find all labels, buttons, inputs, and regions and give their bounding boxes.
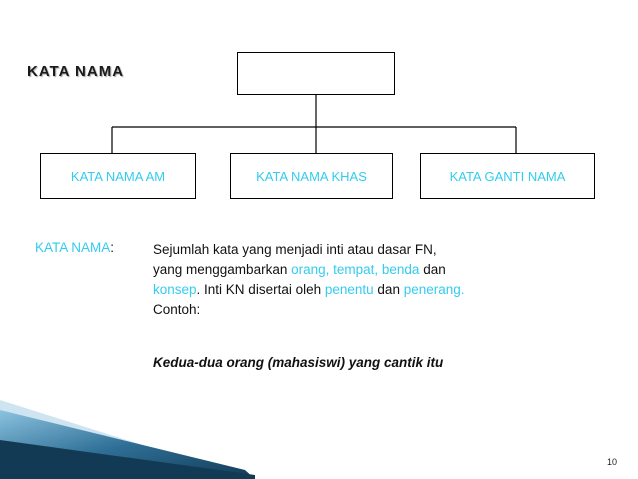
definition-text: dan — [373, 282, 404, 297]
definition-text: yang menggambarkan — [153, 262, 292, 277]
tree-node-label: KATA GANTI NAMA — [449, 168, 566, 184]
definition-colon: : — [110, 240, 115, 255]
definition-highlight: penentu — [324, 282, 374, 297]
slide-title: KATA NAMA — [27, 63, 125, 80]
definition-highlight: konsep — [153, 282, 197, 297]
definition-highlight: penerang. — [403, 282, 465, 297]
definition-text: . Inti KN disertai oleh — [196, 282, 325, 297]
definition-line-4: Contoh: — [153, 302, 201, 317]
definition-highlight: orang, tempat, benda — [291, 262, 420, 277]
definition-text: dan — [419, 262, 446, 277]
definition-term-label: KATA NAMA — [35, 240, 111, 255]
page-number: 10 — [607, 457, 618, 467]
definition-line-1: Sejumlah kata yang menjadi inti atau dasar FN, — [153, 242, 437, 257]
tree-node-label: KATA NAMA AM — [70, 168, 166, 184]
example-phrase: Kedua-dua orang (mahasiswi) yang cantik itu — [153, 355, 444, 370]
tree-node-label: KATA NAMA KHAS — [256, 168, 367, 184]
